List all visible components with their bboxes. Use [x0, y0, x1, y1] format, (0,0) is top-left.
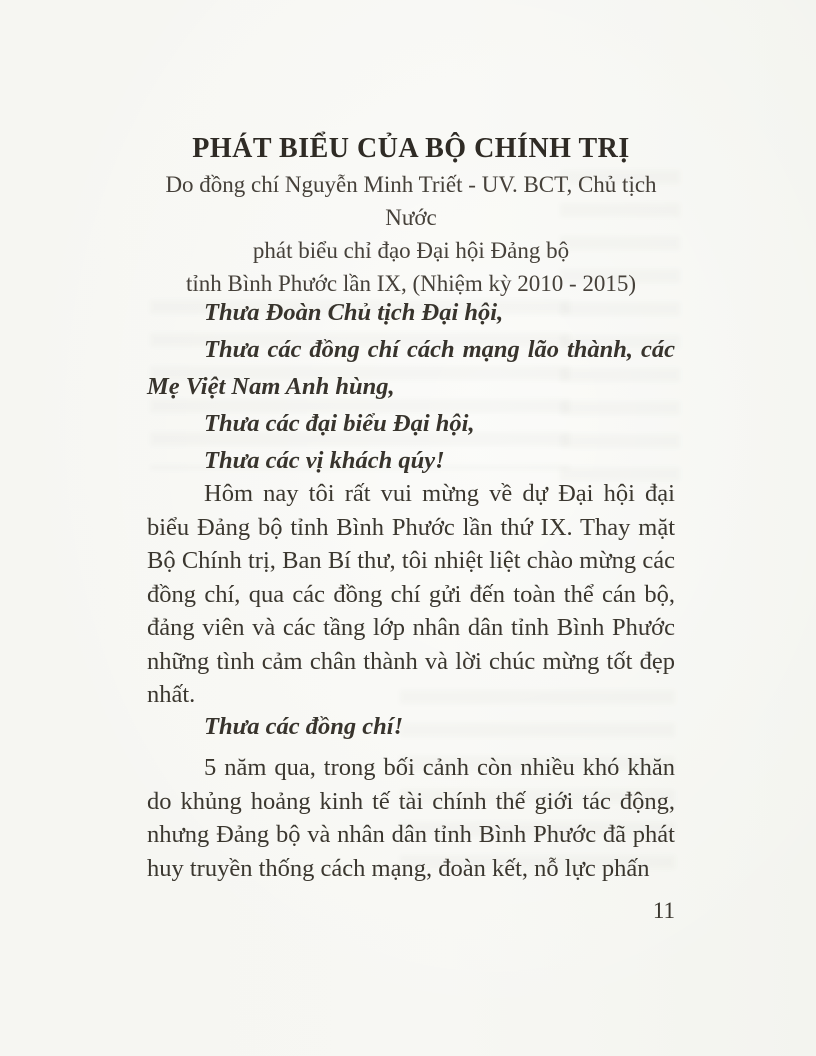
document-header: [147, 130, 675, 300]
salutation-line: Thưa các đồng chí cách mạng lão thành, các Mẹ Việt Nam Anh hùng,: [147, 336, 675, 400]
document-subtitle-line3: tỉnh Bình Phước lần IX, (Nhiệm kỳ 2010 - 2015): [185, 271, 637, 296]
document-subtitle-line1: Do đồng chí Nguyễn Minh Triết - UV. BCT, Chủ tịch Nước: [165, 172, 657, 230]
body-subheading: Thưa các đồng chí!: [204, 713, 404, 740]
body-paragraph-1: Hôm nay tôi rất vui mừng về dự Đại hội đại biểu Đảng bộ tỉnh Bình Phước lần thứ IX. Thay mặt Bộ Chính trị, Ban Bí thư, tôi nhiệt liệt chào mừng các đồng chí, qua các đồng chí gửi đến toàn thể cán bộ, đảng viên và các tầng lớp nhân dân tỉnh Bình Phước những tình cảm chân thành và lời chúc mừng tốt đẹp nhất.: [147, 480, 675, 708]
salutation-line: Thưa các đại biểu Đại hội,: [204, 410, 475, 437]
body-paragraph-2: 5 năm qua, trong bối cảnh còn nhiều khó khăn do khủng hoảng kinh tế tài chính thế giới tác động, nhưng Đảng bộ và nhân dân tỉnh Bình Phước đã phát huy truyền thống cách mạng, đoàn kết, nỗ lực phấn: [147, 754, 675, 882]
page-number: 11: [652, 898, 675, 923]
salutation-line: Thưa các vị khách qúy!: [204, 447, 445, 474]
salutations-block: [147, 294, 675, 479]
document-title: PHÁT BIỂU CỦA BỘ CHÍNH TRỊ: [192, 133, 630, 164]
document-subtitle-line2: phát biểu chỉ đạo Đại hội Đảng bộ: [252, 238, 570, 263]
salutation-line: Thưa Đoàn Chủ tịch Đại hội,: [204, 299, 504, 326]
